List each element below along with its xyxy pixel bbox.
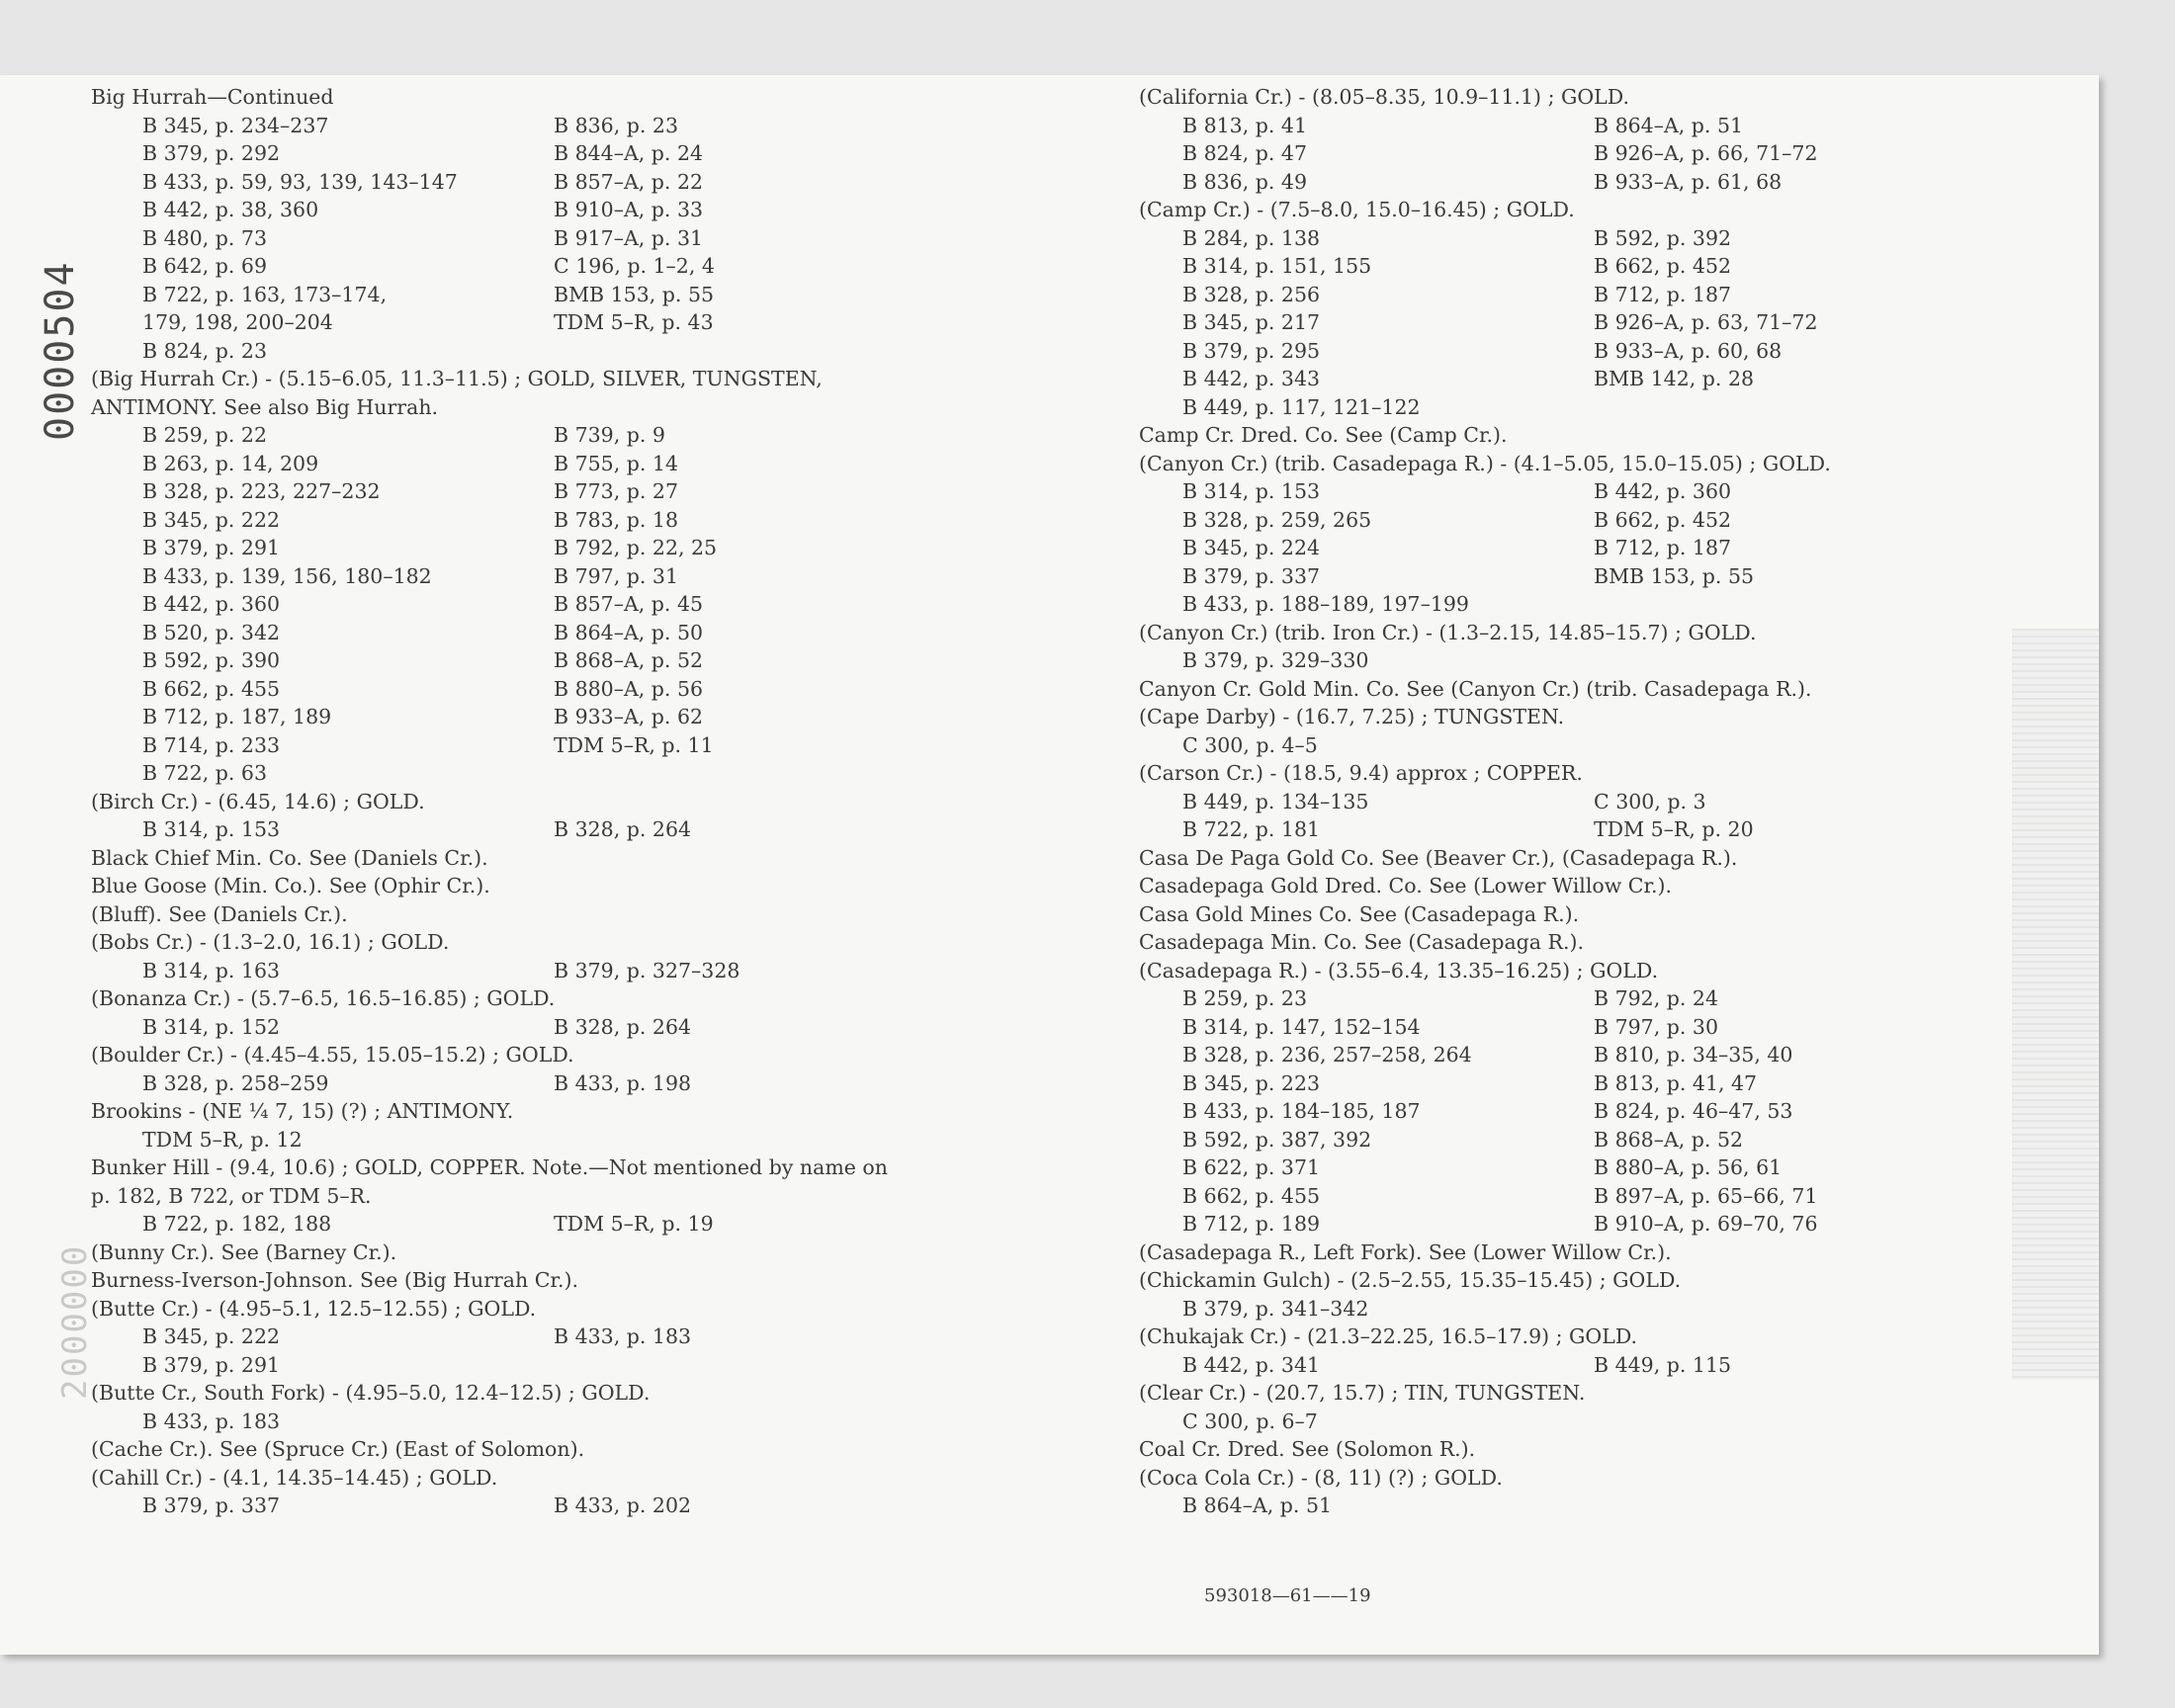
index-reference: B 259, p. 23 (1182, 986, 1307, 1010)
index-line (91, 592, 1080, 621)
index-reference: B 712, p. 189 (1182, 1212, 1321, 1236)
index-line (91, 1184, 1080, 1213)
index-entry-heading: Casadepaga Gold Dred. Co. See (Lower Willow Cr.). (1139, 874, 1673, 897)
index-line (91, 733, 1080, 762)
index-line (91, 986, 1080, 1015)
index-line (1139, 761, 2088, 790)
index-line (1139, 1466, 2088, 1494)
index-reference: TDM 5–R, p. 43 (554, 310, 714, 334)
index-line (91, 114, 1080, 142)
index-reference: TDM 5–R, p. 11 (554, 732, 714, 757)
index-entry-heading: Bunker Hill - (9.4, 10.6) ; GOLD, COPPER. Note.—Not mentioned by name on (91, 1155, 888, 1179)
index-reference: B 897–A, p. 65–66, 71 (1594, 1183, 1818, 1208)
index-entry-heading: (Boulder Cr.) - (4.45–4.55, 15.05–15.2) ; GOLD. (91, 1043, 574, 1067)
index-reference: B 328, p. 259, 265 (1182, 507, 1372, 532)
index-entry-heading: (Casadepaga R., Left Fork). See (Lower Willow Cr.). (1139, 1239, 1672, 1264)
index-entry-heading: (Coca Cola Cr.) - (8, 11) (?) ; GOLD. (1139, 1465, 1503, 1490)
index-reference: C 196, p. 1–2, 4 (554, 254, 715, 278)
index-reference: B 622, p. 371 (1182, 1155, 1321, 1179)
index-line (1139, 1437, 2088, 1466)
index-line (91, 170, 1080, 199)
index-entry-heading: (Canyon Cr.) (trib. Iron Cr.) - (1.3–2.15, 14.85–15.7) ; GOLD. (1139, 620, 1757, 644)
index-line (1139, 1071, 2088, 1100)
index-line (1139, 986, 2088, 1015)
index-entry-heading: Coal Cr. Dred. See (Solomon R.). (1139, 1437, 1476, 1461)
index-reference: B 592, p. 392 (1594, 225, 1732, 250)
index-line (1139, 536, 2088, 564)
index-line (91, 226, 1080, 255)
index-line (1139, 1043, 2088, 1071)
index-reference: B 933–A, p. 60, 68 (1594, 338, 1783, 363)
index-entry-heading: (Carson Cr.) - (18.5, 9.4) approx ; COPPER. (1139, 761, 1583, 785)
index-reference: B 739, p. 9 (554, 423, 665, 447)
index-line (1139, 846, 2088, 875)
index-reference: B 328, p. 256 (1182, 282, 1321, 306)
index-reference: B 433, p. 202 (554, 1494, 692, 1517)
index-reference: B 714, p. 233 (142, 732, 281, 757)
index-line (1139, 367, 2088, 395)
index-reference: B 433, p. 188–189, 197–199 (1182, 592, 1469, 616)
index-line (91, 85, 1080, 114)
index-reference: B 910–A, p. 33 (554, 198, 704, 221)
index-reference: B 328, p. 264 (554, 1014, 692, 1039)
index-reference: B 824, p. 23 (142, 338, 267, 363)
index-entry-heading: Camp Cr. Dred. Co. See (Camp Cr.). (1139, 423, 1508, 447)
index-reference: B 379, p. 295 (1182, 338, 1321, 363)
index-reference: B 824, p. 47 (1182, 141, 1307, 165)
index-reference: B 926–A, p. 66, 71–72 (1594, 141, 1818, 165)
index-reference: B 284, p. 138 (1182, 225, 1321, 250)
index-line (91, 1212, 1080, 1240)
index-entry-heading: (Birch Cr.) - (6.45, 14.6) ; GOLD. (91, 789, 425, 813)
left-column (91, 85, 1080, 1522)
index-reference: C 300, p. 6–7 (1182, 1409, 1318, 1433)
index-line (91, 846, 1080, 875)
index-line (91, 761, 1080, 790)
index-reference: C 300, p. 4–5 (1182, 732, 1318, 757)
index-line (1139, 141, 2088, 170)
index-line (1139, 677, 2088, 706)
index-reference: 179, 198, 200–204 (142, 310, 333, 334)
index-entry-heading: Casa Gold Mines Co. See (Casadepaga R.). (1139, 901, 1580, 926)
index-reference: B 379, p. 291 (142, 536, 281, 559)
index-reference: B 433, p. 139, 156, 180–182 (142, 563, 432, 588)
index-reference: B 345, p. 234–237 (142, 113, 329, 137)
index-line (91, 1099, 1080, 1128)
index-line (91, 367, 1080, 395)
index-line (91, 283, 1080, 311)
index-line (91, 874, 1080, 902)
index-line (1139, 1297, 2088, 1325)
index-line (91, 141, 1080, 170)
index-reference: B 449, p. 117, 121–122 (1182, 394, 1421, 419)
index-entry-heading: (Butte Cr., South Fork) - (4.95–5.0, 12.4–12.5) ; GOLD. (91, 1381, 651, 1405)
index-line (91, 621, 1080, 649)
index-line (91, 1015, 1080, 1044)
index-line (91, 1268, 1080, 1297)
index-reference: B 857–A, p. 22 (554, 169, 704, 194)
index-reference: B 449, p. 115 (1594, 1352, 1732, 1377)
index-line (1139, 226, 2088, 255)
index-line (1139, 114, 2088, 142)
index-entry-heading: Black Chief Min. Co. See (Daniels Cr.). (91, 845, 488, 870)
index-reference: B 813, p. 41 (1182, 113, 1307, 137)
index-line (91, 902, 1080, 931)
index-reference: B 933–A, p. 62 (554, 705, 704, 728)
index-line (1139, 423, 2088, 452)
index-line (91, 339, 1080, 368)
index-entry-heading: (Bluff). See (Daniels Cr.). (91, 901, 348, 926)
index-entry-heading: (Cache Cr.). See (Spruce Cr.) (East of Solomon). (91, 1437, 585, 1461)
index-entry-heading: (Chickamin Gulch) - (2.5–2.55, 15.35–15.45) ; GOLD. (1139, 1268, 1682, 1292)
index-reference: B 917–A, p. 31 (554, 225, 704, 250)
index-line (91, 677, 1080, 706)
index-reference: B 926–A, p. 63, 71–72 (1594, 310, 1818, 334)
index-line (1139, 85, 2088, 114)
index-entry-heading: Burness-Iverson-Johnson. See (Big Hurrah Cr.). (91, 1268, 579, 1292)
index-reference: B 836, p. 23 (554, 113, 678, 137)
index-reference: B 880–A, p. 56, 61 (1594, 1155, 1783, 1179)
index-reference: B 722, p. 182, 188 (142, 1212, 332, 1236)
index-line (1139, 283, 2088, 311)
index-reference: B 433, p. 183 (554, 1324, 692, 1348)
index-line (1139, 479, 2088, 508)
index-line (91, 310, 1080, 339)
index-reference: B 836, p. 49 (1182, 169, 1307, 194)
index-reference: B 314, p. 163 (142, 958, 281, 982)
index-reference: B 864–A, p. 50 (554, 620, 704, 644)
index-line (1139, 1128, 2088, 1156)
index-line (1139, 170, 2088, 199)
index-line (91, 1353, 1080, 1382)
index-reference: B 379, p. 292 (142, 141, 281, 165)
index-line (1139, 395, 2088, 424)
index-line (1139, 621, 2088, 649)
index-line (1139, 1155, 2088, 1184)
index-line (1139, 339, 2088, 368)
index-entry-heading: (Canyon Cr.) (trib. Casadepaga R.) - (4.1–5.05, 15.0–15.05) ; GOLD. (1139, 451, 1831, 475)
index-reference: BMB 142, p. 28 (1594, 367, 1755, 390)
index-reference: B 868–A, p. 52 (1594, 1127, 1744, 1152)
index-entry-heading: Canyon Cr. Gold Min. Co. See (Canyon Cr.) (trib. Casadepaga R.). (1139, 676, 1812, 701)
index-line (1139, 1409, 2088, 1438)
index-line (91, 254, 1080, 283)
index-reference: BMB 153, p. 55 (554, 282, 715, 306)
index-reference: B 712, p. 187 (1594, 536, 1732, 559)
index-line (1139, 1240, 2088, 1269)
index-line (91, 930, 1080, 959)
index-reference: B 328, p. 236, 257–258, 264 (1182, 1043, 1472, 1067)
index-reference: B 328, p. 258–259 (142, 1070, 329, 1095)
index-reference: B 933–A, p. 61, 68 (1594, 169, 1783, 194)
index-reference: B 314, p. 152 (142, 1014, 281, 1039)
index-line (91, 536, 1080, 564)
index-line (1139, 508, 2088, 537)
index-line (1139, 1212, 2088, 1240)
index-line (1139, 564, 2088, 593)
index-line (1139, 1324, 2088, 1353)
index-line (91, 508, 1080, 537)
index-reference: B 773, p. 27 (554, 479, 678, 503)
index-entry-heading: Casadepaga Min. Co. See (Casadepaga R.). (1139, 930, 1584, 954)
index-reference: B 824, p. 46–47, 53 (1594, 1099, 1793, 1123)
index-reference: B 263, p. 14, 209 (142, 451, 319, 475)
page-footer: 593018—61——19 (1204, 1585, 1371, 1606)
index-reference: B 910–A, p. 69–70, 76 (1594, 1212, 1818, 1236)
index-line (1139, 930, 2088, 959)
index-reference: B 449, p. 134–135 (1182, 789, 1369, 813)
index-reference: B 442, p. 341 (1182, 1352, 1321, 1377)
document-page (0, 75, 2099, 1655)
faint-stamp-number: 2000000 (55, 1243, 95, 1400)
index-line (91, 1466, 1080, 1494)
index-entry-heading: (Cape Darby) - (16.7, 7.25) ; TUNGSTEN. (1139, 705, 1565, 728)
index-line (1139, 1268, 2088, 1297)
index-reference: B 712, p. 187, 189 (142, 705, 332, 728)
index-line (1139, 1353, 2088, 1382)
index-reference: B 379, p. 341–342 (1182, 1296, 1369, 1321)
index-reference: B 810, p. 34–35, 40 (1594, 1043, 1793, 1067)
index-reference: B 345, p. 224 (1182, 536, 1321, 559)
index-entry-heading: (Clear Cr.) - (20.7, 15.7) ; TIN, TUNGSTEN. (1139, 1381, 1586, 1405)
index-line (91, 817, 1080, 846)
index-entry-heading: (Cahill Cr.) - (4.1, 14.35–14.45) ; GOLD. (91, 1465, 498, 1490)
index-entry-heading: Blue Goose (Min. Co.). See (Ophir Cr.). (91, 874, 490, 897)
index-reference: B 797, p. 30 (1594, 1014, 1718, 1039)
index-line (1139, 1015, 2088, 1044)
index-entry-heading: (Bunny Cr.). See (Barney Cr.). (91, 1239, 397, 1264)
index-line (91, 198, 1080, 226)
index-reference: B 345, p. 222 (142, 1324, 281, 1348)
index-reference: B 783, p. 18 (554, 507, 678, 532)
index-reference: B 662, p. 455 (1182, 1183, 1321, 1208)
index-reference: C 300, p. 3 (1594, 789, 1706, 813)
index-reference: B 864–A, p. 51 (1594, 113, 1744, 137)
index-reference: B 379, p. 329–330 (1182, 648, 1369, 672)
index-line (1139, 310, 2088, 339)
index-line (1139, 790, 2088, 818)
index-line (91, 1128, 1080, 1156)
index-line (1139, 733, 2088, 762)
index-reference: B 442, p. 38, 360 (142, 198, 319, 221)
index-line (91, 959, 1080, 987)
index-line (91, 452, 1080, 480)
index-reference: B 520, p. 342 (142, 620, 281, 644)
index-reference: B 755, p. 14 (554, 451, 678, 475)
index-line (1139, 874, 2088, 902)
index-reference: B 314, p. 153 (142, 817, 281, 841)
index-entry-heading: Casa De Paga Gold Co. See (Beaver Cr.), (Casadepaga R.). (1139, 845, 1738, 870)
index-reference: B 379, p. 291 (142, 1352, 281, 1377)
index-line (91, 423, 1080, 452)
index-reference: B 797, p. 31 (554, 563, 678, 588)
index-reference: B 433, p. 59, 93, 139, 143–147 (142, 169, 458, 194)
index-reference: B 433, p. 184–185, 187 (1182, 1099, 1421, 1123)
index-reference: B 442, p. 343 (1182, 367, 1321, 390)
index-line (91, 1324, 1080, 1353)
index-reference: B 379, p. 327–328 (554, 958, 740, 982)
index-reference: TDM 5–R, p. 20 (1594, 817, 1754, 841)
index-reference: B 345, p. 217 (1182, 310, 1321, 334)
index-entry-heading: p. 182, B 722, or TDM 5–R. (91, 1183, 372, 1208)
index-reference: B 662, p. 452 (1594, 254, 1732, 278)
index-reference: BMB 153, p. 55 (1594, 563, 1755, 588)
index-line (91, 564, 1080, 593)
index-reference: B 480, p. 73 (142, 225, 267, 250)
index-line (1139, 1184, 2088, 1213)
index-line (1139, 705, 2088, 733)
index-reference: B 259, p. 22 (142, 423, 267, 447)
index-entry-heading: Big Hurrah—Continued (91, 85, 334, 109)
index-line (91, 705, 1080, 733)
index-reference: B 712, p. 187 (1594, 282, 1732, 306)
index-reference: B 662, p. 455 (142, 676, 281, 701)
index-line (91, 1494, 1080, 1522)
index-line (1139, 254, 2088, 283)
index-entry-heading: (Chukajak Cr.) - (21.3–22.25, 16.5–17.9) ; GOLD. (1139, 1324, 1638, 1348)
index-reference: B 844–A, p. 24 (554, 141, 704, 165)
index-entry-heading: (Casadepaga R.) - (3.55–6.4, 13.35–16.25) ; GOLD. (1139, 958, 1659, 982)
index-entry-heading: ANTIMONY. See also Big Hurrah. (91, 394, 439, 419)
index-line (1139, 1099, 2088, 1128)
index-line (91, 648, 1080, 677)
index-entry-heading: (Big Hurrah Cr.) - (5.15–6.05, 11.3–11.5) ; GOLD, SILVER, TUNGSTEN, (91, 367, 823, 390)
index-line (91, 1297, 1080, 1325)
index-reference: B 792, p. 24 (1594, 986, 1718, 1010)
index-reference: B 722, p. 163, 173–174, (142, 282, 388, 306)
index-reference: B 792, p. 22, 25 (554, 536, 718, 559)
index-reference: B 864–A, p. 51 (1182, 1494, 1333, 1517)
index-line (91, 1240, 1080, 1269)
index-reference: B 592, p. 387, 392 (1182, 1127, 1372, 1152)
index-line (91, 1437, 1080, 1466)
vertical-stamp-number: 0000504 (38, 260, 83, 441)
index-reference: B 345, p. 223 (1182, 1070, 1321, 1095)
index-reference: B 433, p. 198 (554, 1070, 692, 1095)
index-reference: TDM 5–R, p. 12 (142, 1127, 303, 1152)
index-reference: B 722, p. 181 (1182, 817, 1321, 841)
index-line (1139, 959, 2088, 987)
index-entry-heading: (Bonanza Cr.) - (5.7–6.5, 16.5–16.85) ; GOLD. (91, 986, 556, 1010)
index-entry-heading: Brookins - (NE ¼ 7, 15) (?) ; ANTIMONY. (91, 1099, 514, 1123)
index-reference: B 868–A, p. 52 (554, 648, 704, 672)
index-line (1139, 592, 2088, 621)
index-line (1139, 1381, 2088, 1409)
index-line (91, 1043, 1080, 1071)
index-reference: B 379, p. 337 (1182, 563, 1321, 588)
index-line (1139, 902, 2088, 931)
right-column (1139, 85, 2088, 1522)
index-line (1139, 452, 2088, 480)
index-line (1139, 648, 2088, 677)
index-reference: B 442, p. 360 (142, 592, 281, 616)
index-reference: B 379, p. 337 (142, 1494, 281, 1517)
index-entry-heading: (Bobs Cr.) - (1.3–2.0, 16.1) ; GOLD. (91, 930, 450, 954)
index-reference: B 314, p. 151, 155 (1182, 254, 1372, 278)
index-line (91, 790, 1080, 818)
index-reference: B 722, p. 63 (142, 761, 267, 785)
index-reference: B 642, p. 69 (142, 254, 267, 278)
index-line (91, 1155, 1080, 1184)
index-reference: TDM 5–R, p. 19 (554, 1212, 714, 1236)
index-reference: B 592, p. 390 (142, 648, 281, 672)
index-line (91, 395, 1080, 424)
index-reference: B 328, p. 264 (554, 817, 692, 841)
index-entry-heading: (Butte Cr.) - (4.95–5.1, 12.5–12.55) ; GOLD. (91, 1296, 537, 1321)
index-reference: B 314, p. 153 (1182, 479, 1321, 503)
index-line (1139, 1494, 2088, 1522)
index-reference: B 345, p. 222 (142, 507, 281, 532)
index-reference: B 880–A, p. 56 (554, 676, 704, 701)
index-line (91, 1071, 1080, 1100)
index-reference: B 857–A, p. 45 (554, 592, 704, 616)
index-reference: B 442, p. 360 (1594, 479, 1732, 503)
index-entry-heading: (Camp Cr.) - (7.5–8.0, 15.0–16.45) ; GOLD. (1139, 198, 1575, 221)
index-reference: B 433, p. 183 (142, 1409, 281, 1433)
index-entry-heading: (California Cr.) - (8.05–8.35, 10.9–11.1) ; GOLD. (1139, 85, 1630, 109)
index-line (1139, 198, 2088, 226)
index-reference: B 328, p. 223, 227–232 (142, 479, 381, 503)
index-line (91, 1381, 1080, 1409)
index-reference: B 662, p. 452 (1594, 507, 1732, 532)
index-line (91, 1409, 1080, 1438)
index-line (91, 479, 1080, 508)
index-reference: B 813, p. 41, 47 (1594, 1070, 1758, 1095)
index-reference: B 314, p. 147, 152–154 (1182, 1014, 1421, 1039)
index-line (1139, 817, 2088, 846)
